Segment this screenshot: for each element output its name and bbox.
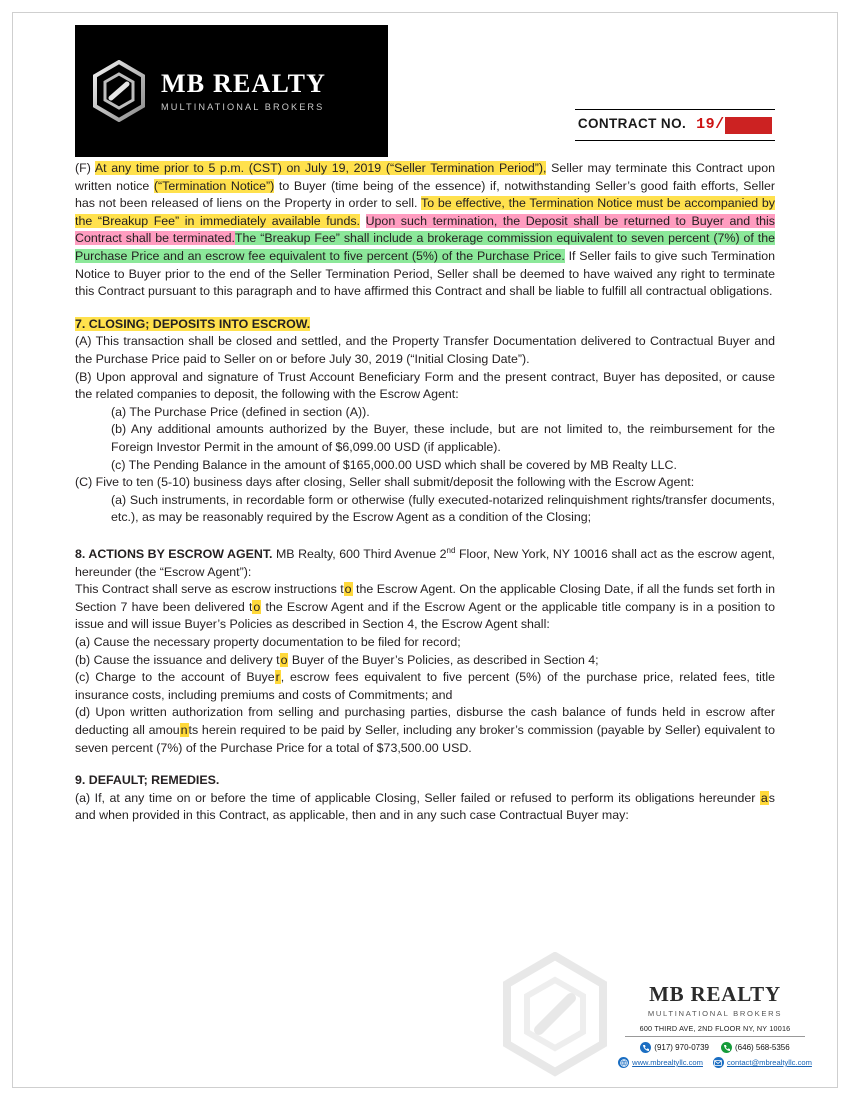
document-footer: [0, 952, 850, 1092]
mail-icon: [713, 1057, 724, 1068]
section-8-d-b: ts herein required to be paid by Seller, including any broker’s commission (payable by Seller) equivalent to seven percent (7%) of the Purchase Price for a total of $73,500.00 USD.: [75, 722, 776, 755]
highlight-breakup-fee-funds: To be effective, the Termination Notice must be accompanied by the “Breakup Fee” in immediately available funds.: [75, 196, 775, 228]
footer-links-row: [625, 1057, 812, 1068]
section-9-heading: 9. DEFAULT; REMEDIES.: [75, 773, 220, 788]
section-7-b-c: (c) The Pending Balance in the amount of $165,000.00 USD which shall be covered by MB Realty LLC.: [111, 457, 677, 472]
section-8-c-a: (c) Charge to the account of Buye: [75, 670, 275, 685]
contract-number-redacted: [725, 117, 773, 134]
highlight-mark-2: o: [253, 599, 261, 614]
whatsapp-icon: [721, 1042, 732, 1053]
section-8-d-a: (d) Upon written authorization from selling and purchasing parties, disburse the cash balance of funds held in escrow after deducting all amou: [75, 705, 775, 737]
section-8-b-a: (b) Cause the issuance and delivery t: [75, 652, 280, 667]
section-9-a: [75, 790, 775, 825]
section-9-a-text-2: s and when provided in this Contract, as applicable, then and in any such case Contractual Buyer may:: [75, 790, 775, 823]
highlight-deposit-returned: Upon such termination, the Deposit shall be returned to Buyer and this Contract shall be terminated.: [75, 213, 776, 246]
spacer: [75, 301, 775, 316]
footer-watermark-logo-icon: [495, 952, 615, 1077]
footer-phone-1-text: (917) 970-0739: [654, 1043, 709, 1052]
highlight-breakup-fee-definition: The “Breakup Fee” shall include a brokerage commission equivalent to seven percent (7%) of the Purchase Price and an escrow fee equivalent to five percent (5%) of the Purchase Price.: [75, 231, 776, 263]
contract-number-label: CONTRACT NO.: [577, 116, 687, 131]
footer-phone-2-text: (646) 568-5356: [735, 1043, 790, 1052]
footer-subtitle: MULTINATIONAL BROKERS: [647, 1009, 783, 1018]
section-7-heading: [75, 316, 775, 334]
paragraph-f-t3: to Buyer (time being of the essence) if, notwithstanding Seller’s good faith efforts, Seller has not been released of liens on the Property in order to sell.: [75, 178, 775, 211]
section-8-b: [75, 652, 775, 670]
highlight-mark-3: o: [280, 652, 288, 667]
highlight-mark-6: a: [760, 790, 768, 805]
section-8-heading-text: 8. ACTIONS BY ESCROW AGENT.: [75, 547, 273, 561]
footer-title: MB REALTY: [649, 982, 781, 1006]
section-8-c: [75, 669, 775, 704]
section-8-d: [75, 704, 775, 757]
section-7-b-a: (a) The Purchase Price (defined in section (A)).: [111, 404, 370, 419]
footer-email[interactable]: [713, 1057, 812, 1068]
footer-address: 600 THIRD AVE, 2ND FLOOR NY, NY 10016: [625, 1024, 805, 1037]
section-8-p1: [75, 581, 775, 634]
section-8-p1-a: This Contract shall serve as escrow instructions t: [75, 582, 344, 597]
paragraph-f-t4: If Seller fails to give such Termination Notice to Buyer prior to the end of the Seller Termination Period, Seller shall be deemed to have waived any right to terminate this Contract pursuant to this paragraph and to have affirmed this Contract and shall be liable to fulfill all contractual obligations.: [75, 248, 775, 299]
highlight-mark-4: r: [275, 670, 280, 685]
section-8-intro: [75, 542, 775, 581]
section-8-c-b: , escrow fees equivalent to five percent (5%) of the purchase price, related fees, title insurance costs, including premiums and costs of Commitments; and: [75, 670, 775, 702]
document-header: [75, 25, 775, 157]
section-8-ordinal: nd: [446, 545, 456, 555]
paragraph-f-t2: Seller may terminate this Contract upon written notice: [75, 161, 775, 193]
section-7-c-a: (a) Such instruments, in recordable form or otherwise (fully executed-notarized relinquishment rights/transfer documents, etc.), as may be reasonably required by the Escrow Agent as a condition of the Closing;: [111, 492, 775, 525]
spacer-2: [75, 527, 775, 542]
document-body: [75, 160, 775, 825]
highlight-mark-5: n: [180, 722, 188, 737]
globe-icon: [618, 1057, 629, 1068]
footer-website-text[interactable]: www.mbrealtyllc.com: [632, 1058, 703, 1067]
footer-phone-2: [721, 1042, 790, 1053]
section-7-c: (C) Five to ten (5-10) business days after closing, Seller shall submit/deposit the following with the Escrow Agent:: [75, 475, 695, 490]
footer-phone-row: [625, 1042, 805, 1053]
section-8-b-b: Buyer of the Buyer’s Policies, as described in Section 4;: [288, 652, 599, 667]
section-7-b: (B) Upon approval and signature of Trust Account Beneficiary Form and the present contract, Buyer has deposited, or cause the related companies to deposit, the following with the Escrow Agent:: [75, 369, 775, 402]
spacer-3: [75, 757, 775, 772]
section-8-intro-a: MB Realty, 600 Third Avenue 2: [272, 547, 447, 561]
contract-number-prefix: 19/: [696, 116, 725, 133]
section-7-a: (A) This transaction shall be closed and settled, and the Property Transfer Documentation delivered to Contractual Buyer and the Purchase Price paid to Seller on or before July 30, 2019 (“Initial Closing Date”).: [75, 334, 775, 366]
footer-website[interactable]: [618, 1057, 703, 1068]
section-8-intro-b: Floor, New York, NY 10016 shall act as the escrow agent, hereunder (the “Escrow Agent”):: [75, 547, 775, 579]
mb-hexagon-logo-icon: [89, 60, 149, 122]
phone-icon: [640, 1042, 651, 1053]
paragraph-f: [75, 160, 775, 301]
section-7-b-b: (b) Any additional amounts authorized by the Buyer, these include, but are not limited to, the reimbursement for the Foreign Investor Permit in the amount of $6,099.00 USD (if applicable).: [111, 422, 775, 454]
section-8-a: (a) Cause the necessary property documentation to be filed for record;: [75, 634, 461, 649]
logo-title: MB REALTY: [161, 69, 327, 99]
highlight-seller-termination-period: At any time prior to 5 p.m. (CST) on July 19, 2019 (“Seller Termination Period”),: [94, 161, 547, 175]
section-8-p1-c: the Escrow Agent and if the Escrow Agent or the applicable title company is in a position to issue and will issue Buyer’s Policies as described in Section 4, the Escrow Agent shall:: [75, 599, 775, 632]
company-logo-block: [75, 25, 388, 157]
section-7-heading-text: 7. CLOSING; DEPOSITS INTO ESCROW.: [75, 316, 311, 331]
contract-number-value: [696, 116, 772, 133]
highlight-mark-1: o: [344, 582, 352, 597]
contract-number-block: [575, 109, 775, 141]
paragraph-f-lead: (F): [75, 161, 95, 175]
footer-phone-1: [640, 1042, 709, 1053]
logo-subtitle: MULTINATIONAL BROKERS: [161, 101, 325, 112]
highlight-termination-notice: (“Termination Notice”): [153, 178, 275, 193]
section-8-p1-b: the Escrow Agent. On the applicable Closing Date, if all the funds set forth in Section 7 have been delivered t: [75, 582, 775, 614]
section-9-a-text-1: (a) If, at any time on or before the time of applicable Closing, Seller failed or refused to perform its obligations hereunder: [75, 790, 760, 805]
footer-company-block: [625, 982, 812, 1068]
footer-email-text[interactable]: contact@mbrealtyllc.com: [726, 1058, 812, 1067]
